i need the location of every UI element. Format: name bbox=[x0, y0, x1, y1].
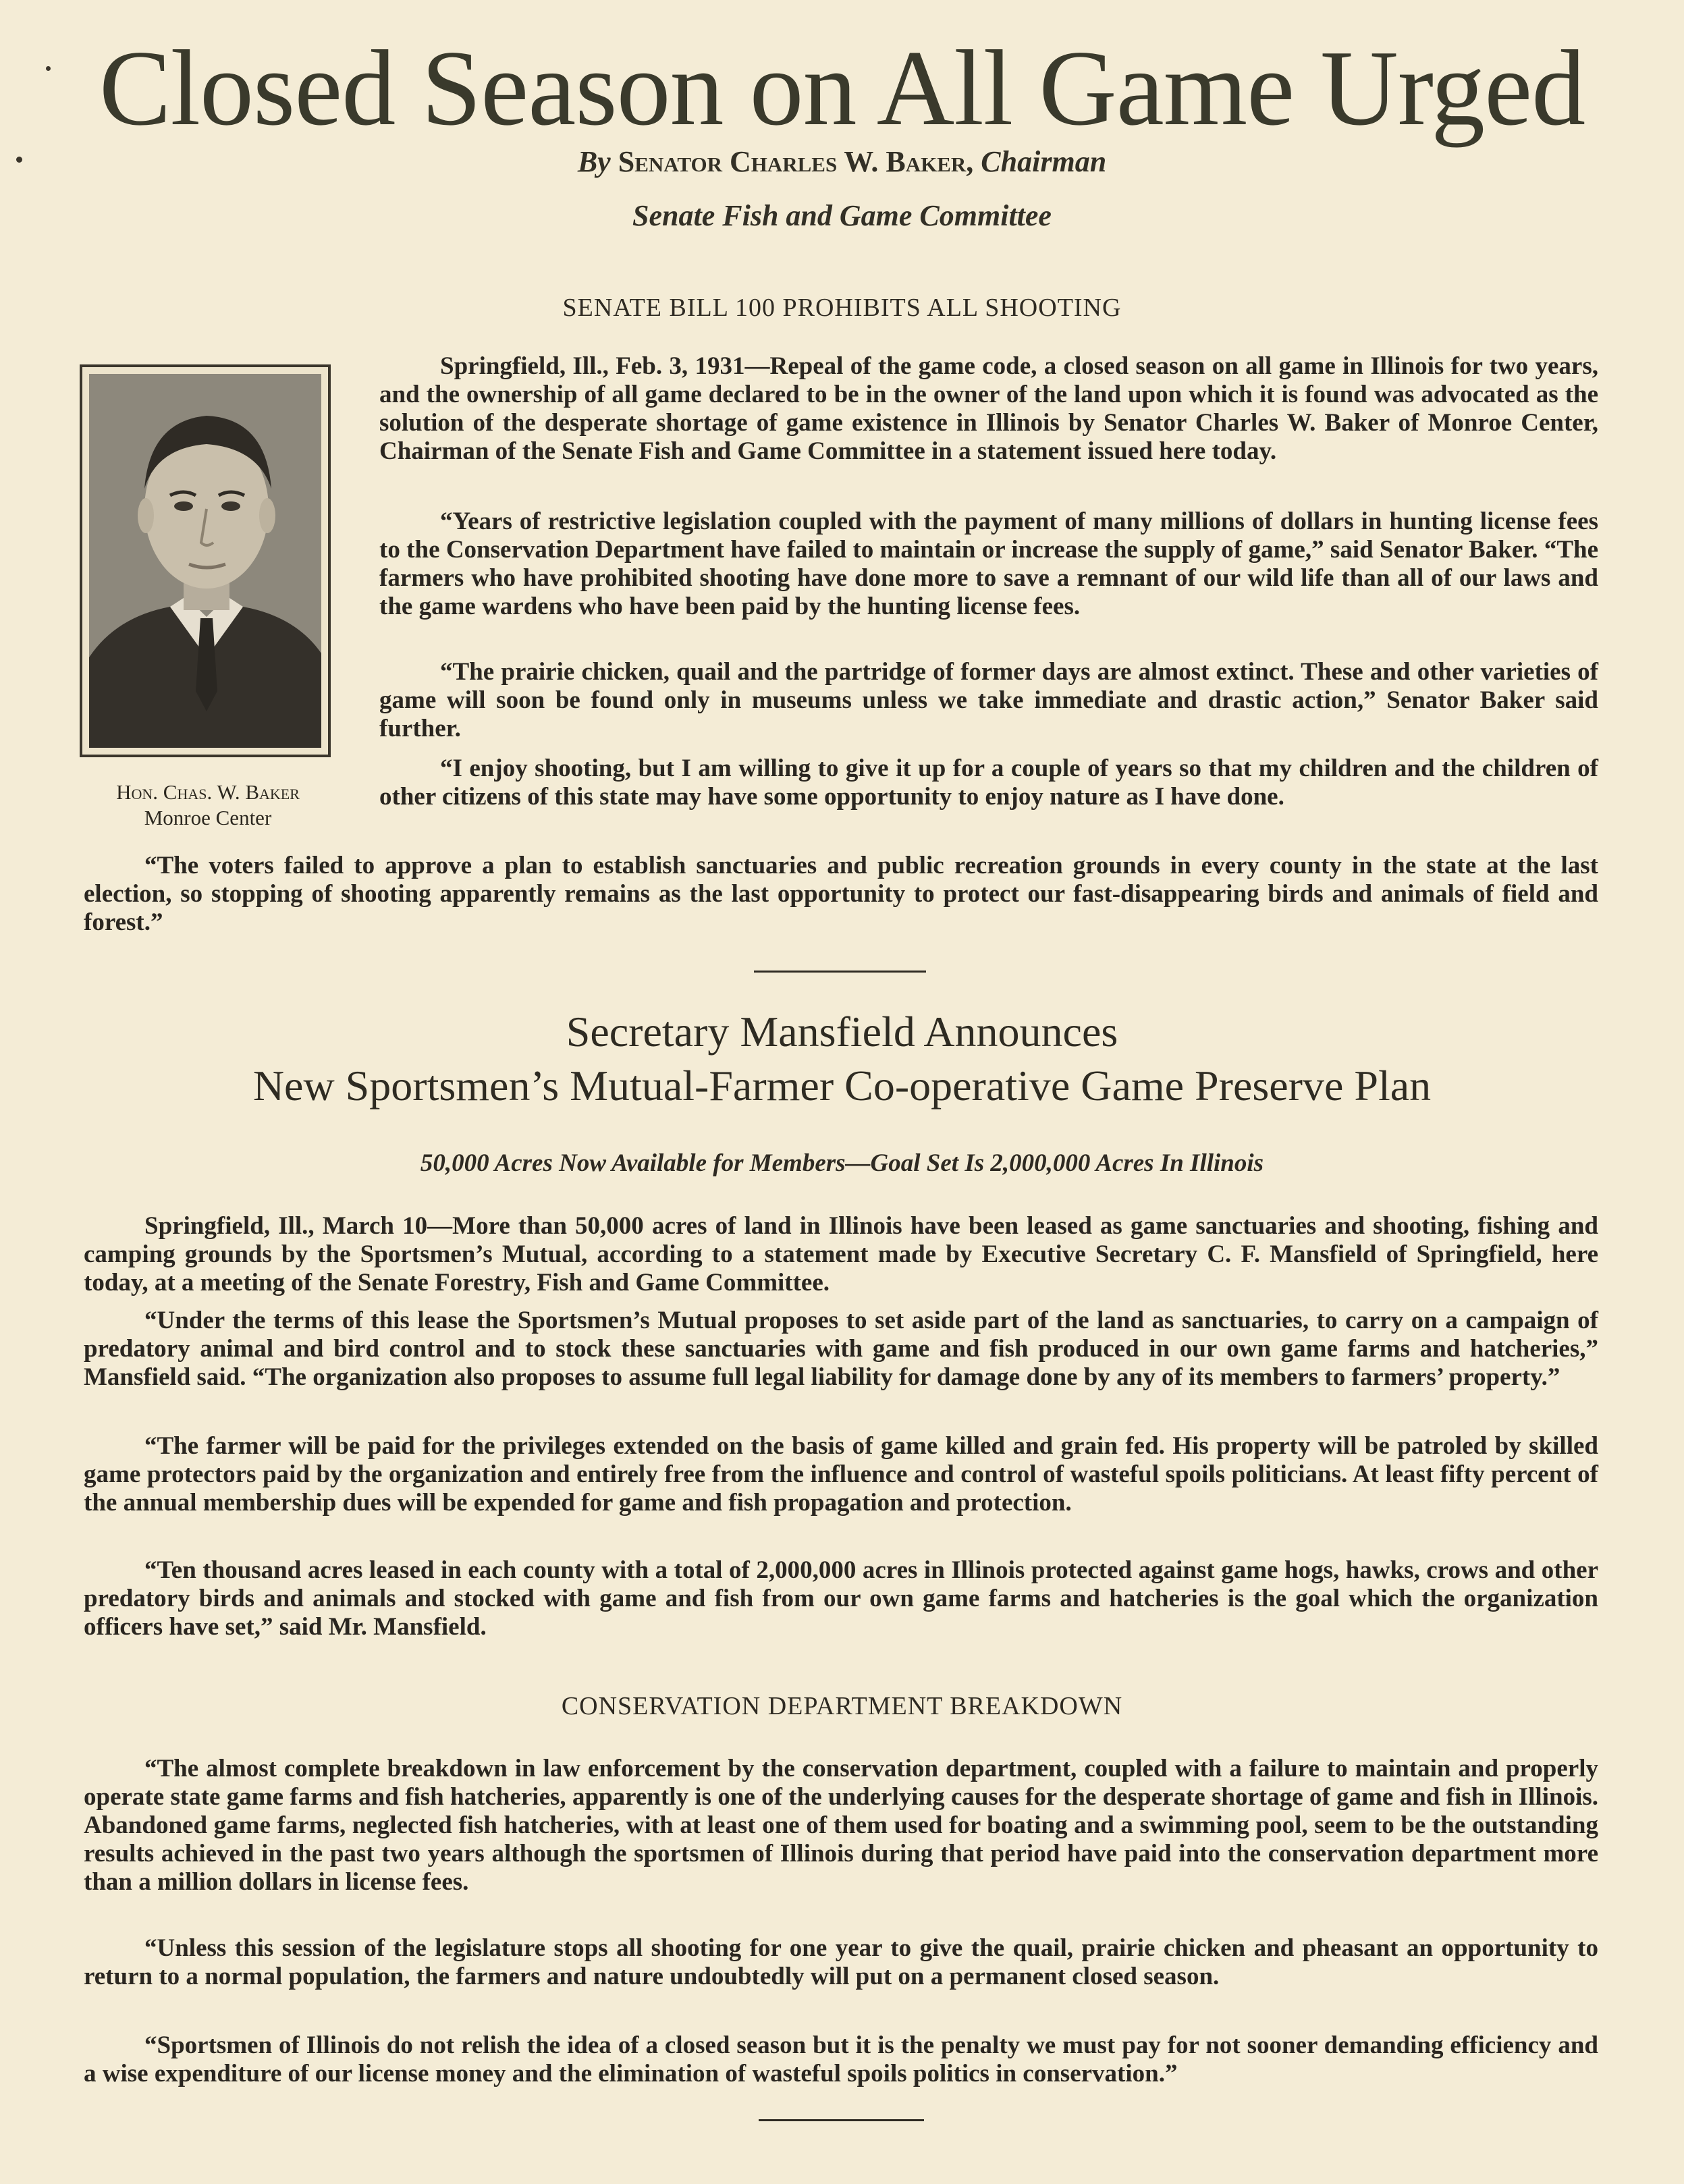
photo-caption bbox=[80, 780, 336, 831]
byline bbox=[0, 142, 1684, 182]
article1-paragraph-3: “The prairie chicken, quail and the partridge of former days are almost extinct. These and other varieties of game will soon be found only in museums unless we take immediate and drastic action,” Senator Baker said further. bbox=[379, 658, 1598, 742]
article1-paragraph-2: “Years of restrictive legislation coupled with the payment of many millions of dollars in hunting license fees to the Conservation Department have failed to maintain or increase the supply of game,” said Senator Baker. “The farmers who have prohibited shooting have done more to save a remnant of our wild life than all of our laws and the game wardens who have been paid by the hunting license fees. bbox=[379, 508, 1598, 620]
article2-paragraph-3: “The farmer will be paid for the privileges extended on the basis of game killed and grain fed. His property will be patroled by skilled game protectors paid by the organization and entirely free from the influence and control of wasteful spoils politicians. At least fifty percent of the annual membership dues will be expended for game and fish propagation and protection. bbox=[84, 1432, 1598, 1517]
portrait-photo-frame bbox=[80, 364, 331, 757]
article2-title-line-2: New Sportsmen’s Mutual-Farmer Co-operative Game Preserve Plan bbox=[252, 1062, 1432, 1110]
byline-role: Chairman bbox=[981, 145, 1107, 178]
article2-paragraph-1: Springfield, Ill., March 10—More than 50,000 acres of land in Illinois have been leased as game sanctuaries and shooting, fishing and camping grounds by the Sportsmen’s Mutual, according to a statement made by Executive Secretary C. F. Mansfield of Springfield, here today, at a meeting of the Senate Forestry, Fish and Game Committee. bbox=[84, 1212, 1598, 1296]
portrait-photo bbox=[89, 374, 321, 748]
end-divider bbox=[759, 2119, 924, 2121]
article2-paragraph-5: “The almost complete breakdown in law enforcement by the conservation department, coupled with a failure to maintain and properly operate state game farms and fish hatcheries, apparently is one of the underlying causes for the desperate shortage of game and fish in Illinois. Abandoned game farms, neglected fish hatcheries, with at least one of them used for boating and a swimming pool, seem to be the outstanding results achieved in the past two years although the sportsmen of Illinois during that period have paid into the conservation department more than a million dollars in license fees. bbox=[84, 1755, 1598, 1896]
article1-paragraph-1: Springfield, Ill., Feb. 3, 1931—Repeal of the game code, a closed season on all game in Illinois for two years, and the ownership of all game declared to be in the owner of the land upon which it is found was advocated as the solution of the desperate shortage of game existence in Illinois by Senator Charles W. Baker of Monroe Center, Chairman of the Senate Fish and Game Committee in a statement issued here today. bbox=[379, 352, 1598, 465]
section-subhead: SENATE BILL 100 PROHIBITS ALL SHOOTING bbox=[562, 294, 1122, 322]
section-divider bbox=[754, 971, 926, 973]
article2-paragraph-7: “Sportsmen of Illinois do not relish the idea of a closed season but it is the penalty we must pay for not sooner demanding efficiency and a wise expenditure of our license money and the elimination of wasteful spoils politics in conservation.” bbox=[84, 2031, 1598, 2087]
caption-name: Hon. Chas. W. Baker bbox=[116, 780, 300, 804]
article2-deck: 50,000 Acres Now Available for Members—Goal Set Is 2,000,000 Acres In Illinois bbox=[420, 1149, 1264, 1177]
article1-paragraph-4: “I enjoy shooting, but I am willing to give it up for a couple of years so that my children and the children of other citizens of this state may have some opportunity to enjoy nature as I have done. bbox=[379, 755, 1598, 811]
article2-paragraph-4: “Ten thousand acres leased in each county with a total of 2,000,000 acres in Illinois protected against game hogs, hawks, crows and other predatory birds and animals and stocked with game and fish from our own game farms and hatcheries is the goal which the organization officers have set,” said Mr. Mansfield. bbox=[84, 1556, 1598, 1641]
headline: Closed Season on All Game Urged bbox=[99, 28, 1585, 148]
article2-subhead: CONSERVATION DEPARTMENT BREAKDOWN bbox=[561, 1692, 1123, 1720]
byline-committee: Senate Fish and Game Committee bbox=[632, 199, 1052, 232]
caption-place: Monroe Center bbox=[144, 806, 272, 829]
article1-paragraph-5: “The voters failed to approve a plan to establish sanctuaries and public recreation grounds in every county in the state at the last election, so stopping of shooting apparently remains as the last opportunity to protect our fast-disappearing birds and animals of field and forest.” bbox=[84, 852, 1598, 936]
byline-by: By bbox=[577, 145, 611, 178]
article2-title-line-1: Secretary Mansfield Announces bbox=[566, 1008, 1118, 1056]
article2-paragraph-6: “Unless this session of the legislature stops all shooting for one year to give the quail, prairie chicken and pheasant an opportunity to return to a normal population, the farmers and nature undoubtedly will put on a permanent closed season. bbox=[84, 1934, 1598, 1990]
portrait-illustration bbox=[89, 374, 321, 748]
byline-author: Senator Charles W. Baker, bbox=[618, 145, 974, 178]
article2-paragraph-2: “Under the terms of this lease the Sportsmen’s Mutual proposes to set aside part of the land as sanctuaries, to carry on a campaign of predatory animal and bird control and to stock these sanctuaries with game and fish produced in our own game farms and hatcheries,” Mansfield said. “The organization also proposes to assume full legal liability for damage done by any of its members to farmers’ property.” bbox=[84, 1307, 1598, 1391]
